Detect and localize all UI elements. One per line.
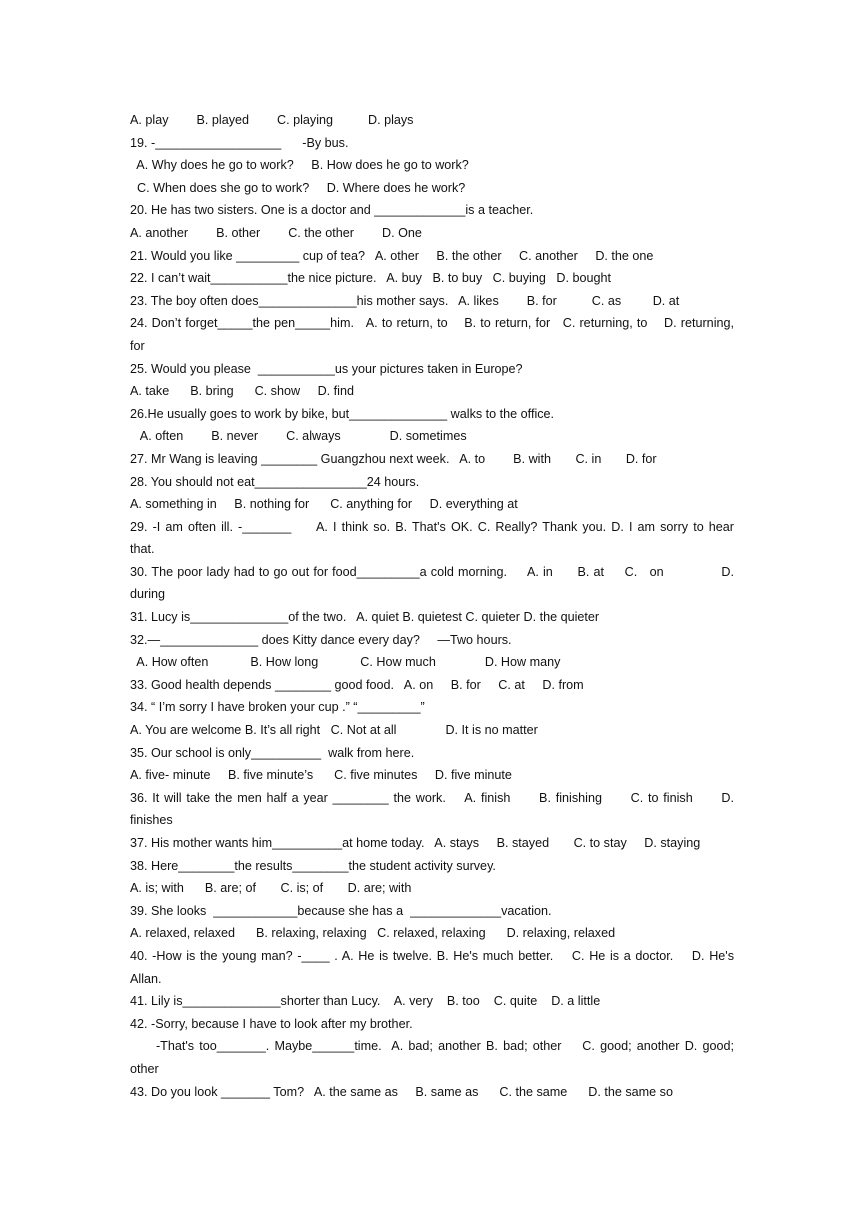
text-line: A. You are welcome B. It’s all right C. Not at all D. It is no matter bbox=[130, 723, 538, 738]
text-line: A. play B. played C. playing D. plays bbox=[130, 113, 414, 127]
text-line: 28. You should not eat________________24 hours. bbox=[130, 474, 420, 489]
text-line: A. another B. other C. the other D. One bbox=[130, 225, 422, 240]
text-line: A. often B. never C. always D. sometimes bbox=[130, 429, 467, 444]
text-line: 34. “ I’m sorry I have broken your cup .” “_________” bbox=[130, 700, 425, 715]
text-line: 25. Would you please ___________us your pictures taken in Europe? bbox=[130, 361, 523, 376]
text-line: -That's too_______. Maybe______time. A. bad; another B. bad; other C. good; another D. good; bbox=[130, 1039, 734, 1054]
text-line: 29. -I am often ill. -_______ A. I think so. B. That's OK. C. Really? Thank you. D. I am sorry to hear bbox=[130, 519, 734, 534]
text-line: 30. The poor lady had to go out for food_________a cold morning. A. in B. at C. on D. bbox=[130, 564, 734, 579]
text-line: A. relaxed, relaxed B. relaxing, relaxing C. relaxed, relaxing D. relaxing, relaxed bbox=[130, 926, 616, 941]
text-line: 38. Here________the results________the student activity survey. bbox=[130, 858, 496, 873]
text-line: 43. Do you look _______ Tom? A. the same as B. same as C. the same D. the same so bbox=[130, 1084, 673, 1099]
text-line: 20. He has two sisters. One is a doctor and _____________is a teacher. bbox=[130, 203, 534, 218]
text-line: A. take B. bring C. show D. find bbox=[130, 384, 354, 399]
text-line: 37. His mother wants him__________at home today. A. stays B. stayed C. to stay D. staying bbox=[130, 836, 701, 850]
text-line: 27. Mr Wang is leaving ________ Guangzhou next week. A. to B. with C. in D. for bbox=[130, 451, 657, 466]
text-line: 41. Lily is______________shorter than Lucy. A. very B. too C. quite D. a little bbox=[130, 994, 601, 1009]
text-line: A. How often B. How long C. How much D. How many bbox=[130, 655, 561, 670]
text-line: that. bbox=[130, 542, 155, 557]
text-line: 31. Lucy is______________of the two. A. quiet B. quietest C. quieter D. the quieter bbox=[130, 610, 600, 625]
text-line: C. When does she go to work? D. Where does he work? bbox=[130, 180, 466, 195]
text-line: 36. It will take the men half a year ________ the work. A. finish B. finishing C. to finish D. bbox=[130, 790, 734, 805]
text-line: 19. -__________________ -By bus. bbox=[130, 135, 349, 150]
text-line: during bbox=[130, 587, 166, 602]
text-line: finishes bbox=[130, 813, 173, 828]
text-line: 21. Would you like _________ cup of tea? A. other B. the other C. another D. the one bbox=[130, 248, 654, 263]
text-line: 32.—______________ does Kitty dance every day? —Two hours. bbox=[130, 632, 512, 647]
text-line: A. is; with B. are; of C. is; of D. are; with bbox=[130, 881, 412, 896]
text-line: 42. -Sorry, because I have to look after my brother. bbox=[130, 1016, 413, 1031]
text-line: 40. -How is the young man? -____ . A. He is twelve. B. He's much better. C. He is a doctor. D. He's bbox=[130, 948, 734, 963]
text-line: A. Why does he go to work? B. How does he go to work? bbox=[130, 158, 469, 173]
text-line: A. something in B. nothing for C. anything for D. everything at bbox=[130, 497, 518, 512]
text-line: 33. Good health depends ________ good food. A. on B. for C. at D. from bbox=[130, 677, 584, 692]
text-line: 39. She looks ____________because she has a _____________vacation. bbox=[130, 903, 552, 918]
text-line: 26.He usually goes to work by bike, but______________ walks to the office. bbox=[130, 406, 555, 421]
text-line: A. five- minute B. five minute’s C. five minutes D. five minute bbox=[130, 768, 512, 783]
text-line: 22. I can’t wait___________the nice picture. A. buy B. to buy C. buying D. bought bbox=[130, 271, 611, 286]
text-line: for bbox=[130, 338, 145, 353]
question-sheet bbox=[130, 109, 734, 1103]
text-line: 35. Our school is only__________ walk from here. bbox=[130, 745, 415, 760]
text-line: Allan. bbox=[130, 971, 162, 986]
text-line: other bbox=[130, 1061, 159, 1076]
text-line: 24. Don’t forget_____the pen_____him. A. to return, to B. to return, for C. returning, to D. returning, bbox=[130, 316, 734, 331]
text-line: 23. The boy often does______________his mother says. A. likes B. for C. as D. at bbox=[130, 293, 680, 308]
